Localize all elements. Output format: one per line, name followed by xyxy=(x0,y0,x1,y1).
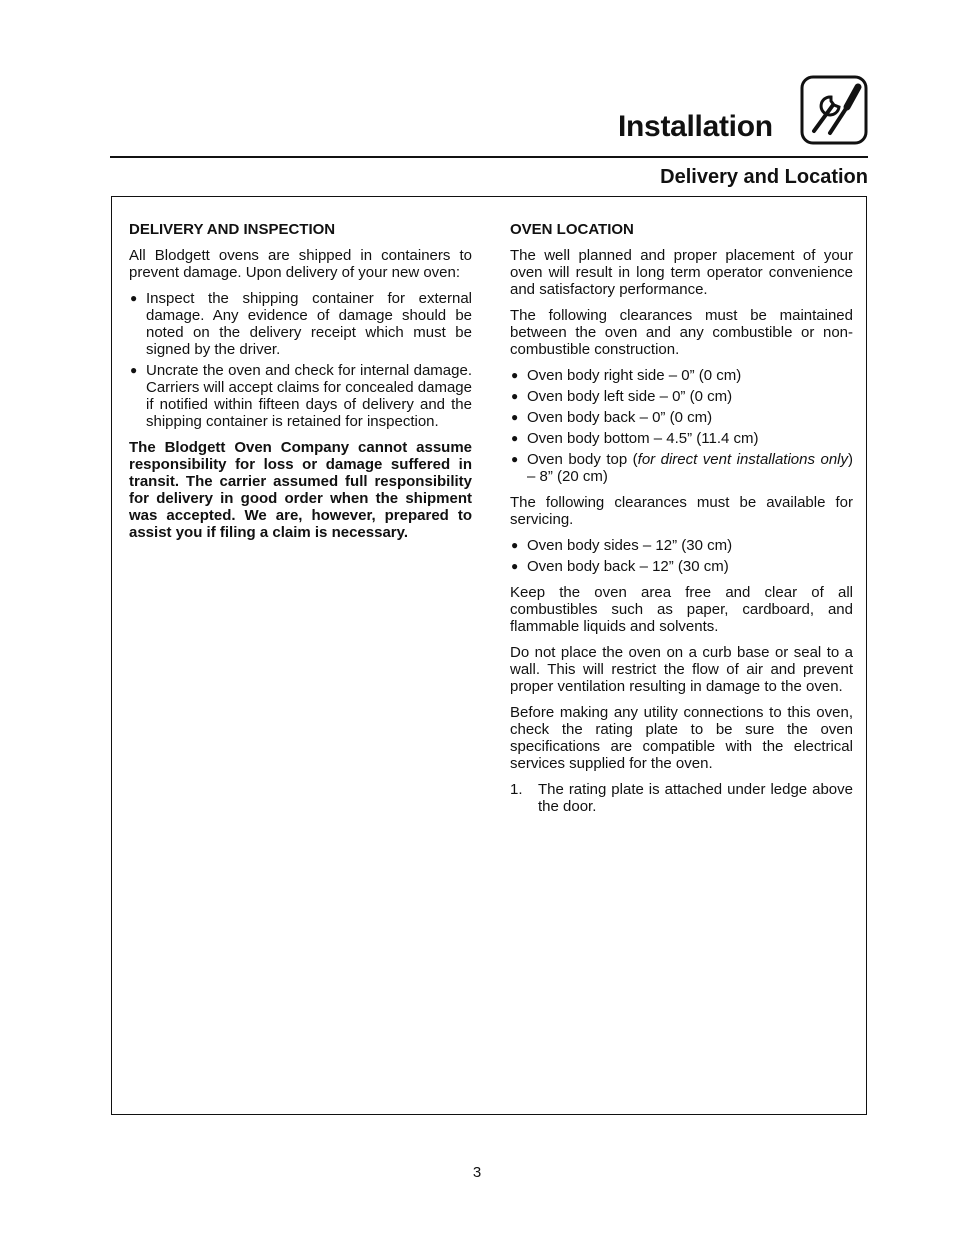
delivery-bullet-list xyxy=(129,290,472,430)
list-item xyxy=(510,388,853,405)
oven-location-heading: OVEN LOCATION xyxy=(510,221,634,238)
list-item-text: Oven body back – 0” (0 cm) xyxy=(527,409,713,426)
right-column xyxy=(510,221,853,815)
list-item xyxy=(510,409,853,426)
bullet-icon: ● xyxy=(511,410,519,424)
rating-plate-paragraph: Before making any utility connections to this oven, check the rating plate to be sure the oven specifications are compatible with the electrical services supplied for the oven. xyxy=(510,704,853,772)
service-clearances-intro: The following clearances must be available for servicing. xyxy=(510,494,853,528)
wrench-screwdriver-icon xyxy=(800,75,868,145)
service-clearance-list xyxy=(510,537,853,575)
list-item-text: Oven body bottom – 4.5” (11.4 cm) xyxy=(527,430,759,447)
top-clearance-note: for direct vent installations only xyxy=(637,451,848,468)
list-item-text: Inspect the shipping container for external damage. Any evidence of damage should be noted on the delivery receipt which must be signed by the driver. xyxy=(146,290,472,358)
page-number: 3 xyxy=(472,1164,482,1181)
bullet-icon: ● xyxy=(130,291,138,305)
list-item-text: Oven body left side – 0” (0 cm) xyxy=(527,388,733,405)
clearances-intro: The following clearances must be maintained between the oven and any combustible or non-combustible construction. xyxy=(510,307,853,358)
bullet-icon: ● xyxy=(511,368,519,382)
list-item xyxy=(129,290,472,358)
combustibles-paragraph: Keep the oven area free and clear of all combustibles such as paper, cardboard, and flammable liquids and solvents. xyxy=(510,584,853,635)
list-item xyxy=(510,781,853,815)
list-item-text: Oven body back – 12” (30 cm) xyxy=(527,558,729,575)
section-title: Delivery and Location xyxy=(660,166,868,188)
bullet-icon: ● xyxy=(511,559,519,573)
list-item xyxy=(510,451,853,485)
header-rule xyxy=(110,156,868,158)
placement-paragraph: The well planned and proper placement of your oven will result in long term operator convenience and satisfactory performance. xyxy=(510,247,853,298)
left-column xyxy=(129,221,472,550)
liability-warning: The Blodgett Oven Company cannot assume responsibility for loss or damage suffered in transit. The carrier assumed full responsibility for delivery in good order when the shipment was accepted. We are, however, prepared to assist you if filing a claim is necessary. xyxy=(129,439,472,541)
list-item xyxy=(510,430,853,447)
top-clearance-prefix: Oven body top ( xyxy=(527,451,638,468)
step-number: 1. xyxy=(510,781,523,798)
bullet-icon: ● xyxy=(511,389,519,403)
list-item-text: Uncrate the oven and check for internal damage. Carriers will accept claims for concealed damage if notified within fifteen days of delivery and the shipping container is retained for inspection. xyxy=(146,362,472,430)
step-text: The rating plate is attached under ledge above the door. xyxy=(538,781,853,815)
list-item-text: Oven body right side – 0” (0 cm) xyxy=(527,367,742,384)
rating-plate-steps xyxy=(510,781,853,815)
bullet-icon: ● xyxy=(511,431,519,445)
list-item xyxy=(510,558,853,575)
list-item xyxy=(129,362,472,430)
page-title: Installation xyxy=(618,110,773,143)
clearance-list xyxy=(510,367,853,485)
top-clearance-suffix: ) – 8” (20 cm) xyxy=(527,451,853,485)
list-item-text: Oven body sides – 12” (30 cm) xyxy=(527,537,733,554)
bullet-icon: ● xyxy=(511,538,519,552)
curb-base-paragraph: Do not place the oven on a curb base or seal to a wall. This will restrict the flow of air and prevent proper ventilation resulting in damage to the oven. xyxy=(510,644,853,695)
delivery-intro: All Blodgett ovens are shipped in containers to prevent damage. Upon delivery of your new oven: xyxy=(129,247,472,281)
bullet-icon: ● xyxy=(130,363,138,377)
list-item xyxy=(510,537,853,554)
list-item xyxy=(510,367,853,384)
delivery-inspection-heading: DELIVERY AND INSPECTION xyxy=(129,221,336,238)
bullet-icon: ● xyxy=(511,452,519,466)
content-box xyxy=(111,196,867,1115)
